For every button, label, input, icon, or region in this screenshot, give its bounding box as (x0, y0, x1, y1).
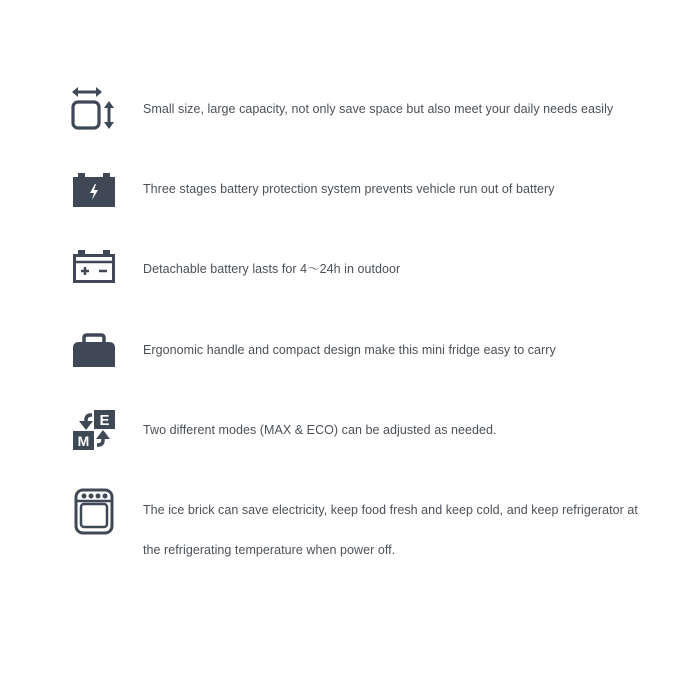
mode-switch-icon (70, 406, 118, 454)
handle-case-icon (70, 326, 118, 374)
feature-text: Detachable battery lasts for 4～24h in outdoor (143, 262, 401, 276)
feature-text: The ice brick can save electricity, keep food fresh and keep cold, and keep refrigerator at the refrigerating temperature when power off. (143, 503, 638, 557)
feature-text: Two different modes (MAX & ECO) can be adjusted as needed. (143, 423, 497, 437)
car-battery-icon (70, 166, 118, 214)
battery-icon (70, 244, 118, 292)
ice-brick-icon (70, 487, 118, 535)
mode-letter-m: M (77, 433, 90, 449)
feature-text: Ergonomic handle and compact design make this mini fridge easy to carry (143, 343, 556, 357)
resize-arrows-icon (70, 84, 118, 132)
feature-text: Small size, large capacity, not only save space but also meet your daily needs easily (143, 102, 614, 116)
mode-letter-e: E (99, 412, 110, 429)
feature-text: Three stages battery protection system prevents vehicle run out of battery (143, 182, 555, 196)
